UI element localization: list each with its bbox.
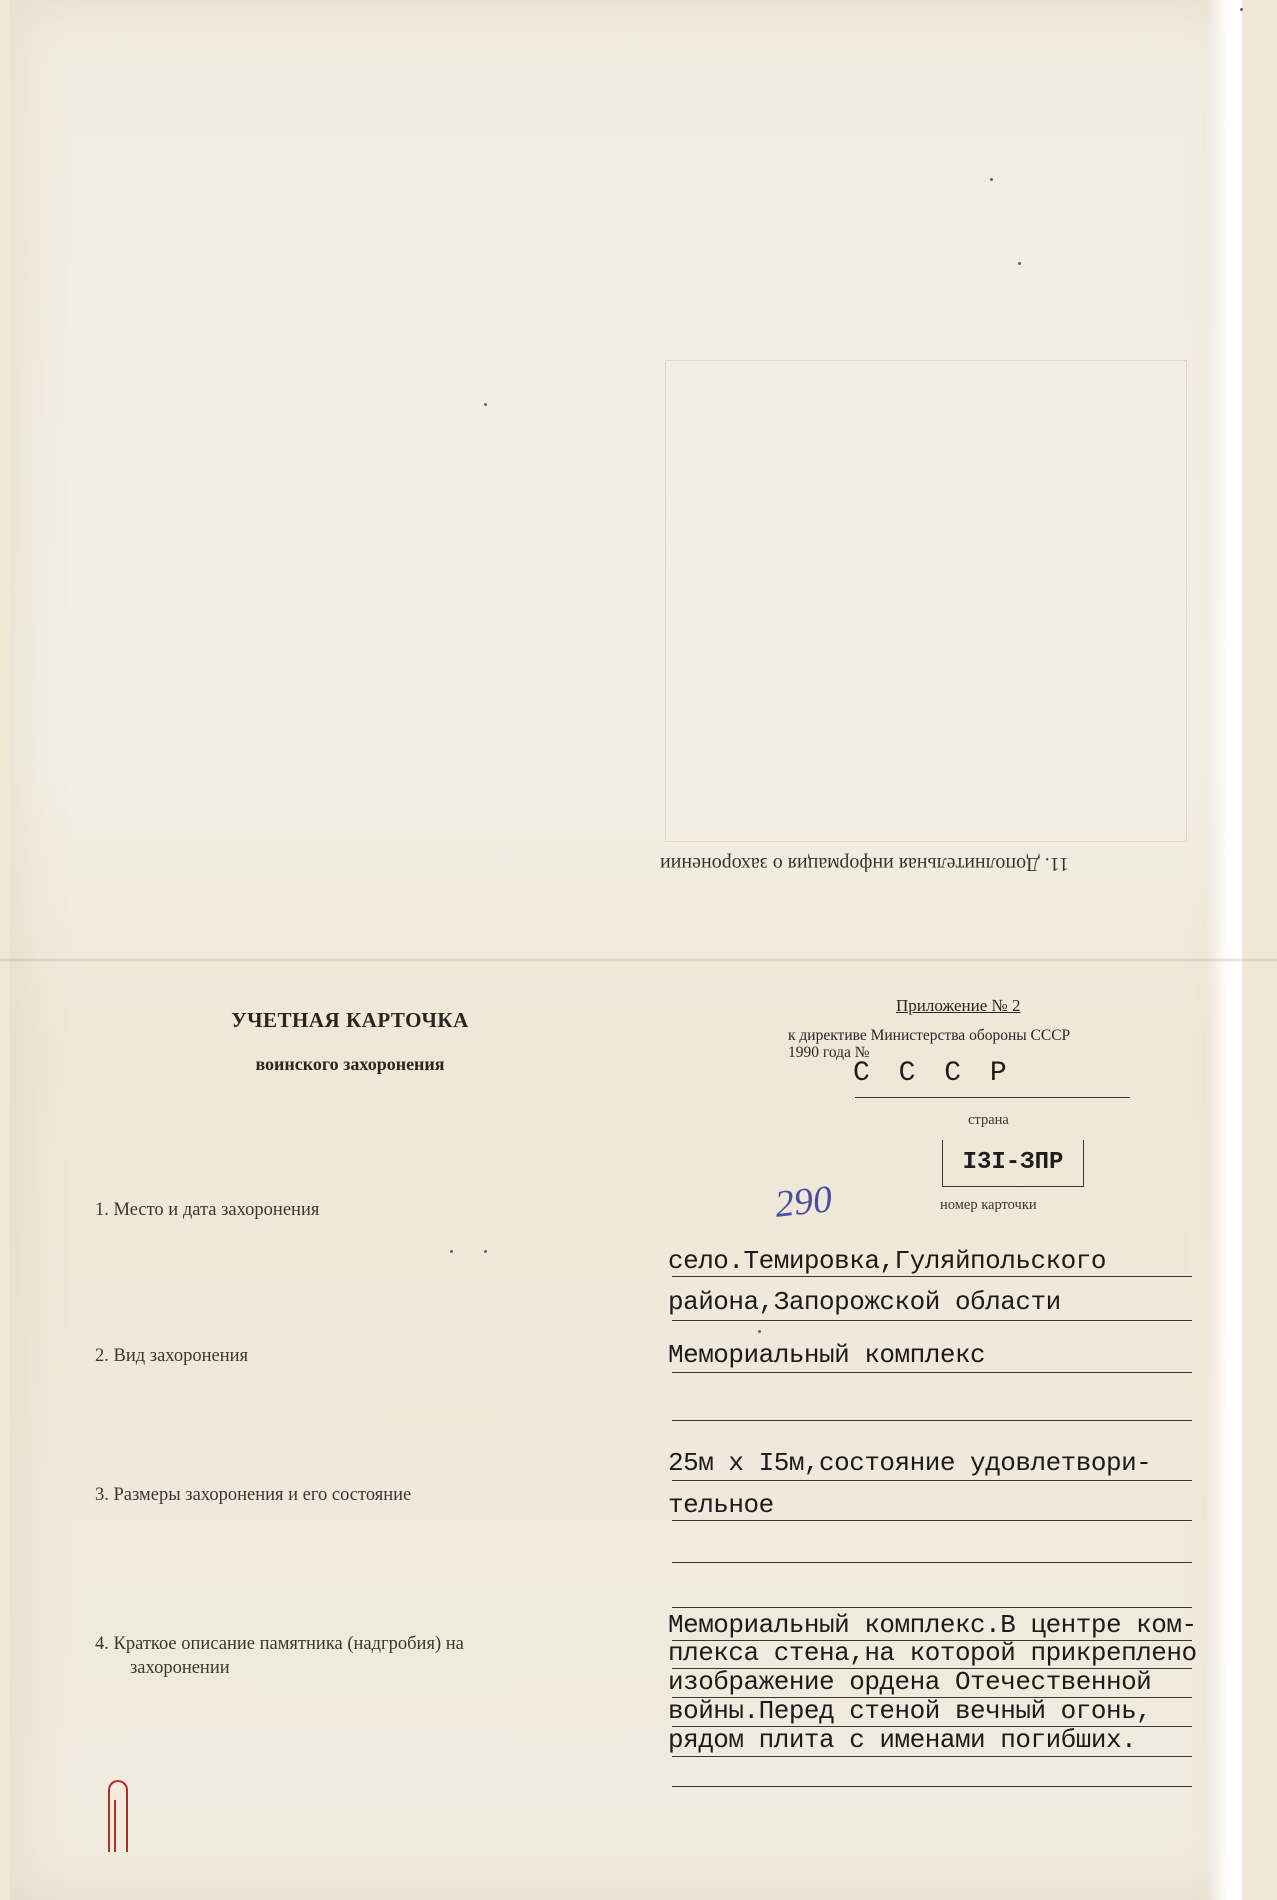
- place-label: 1. Место и дата захоронения: [95, 1200, 320, 1220]
- directive-line-2: 1990 года №: [788, 1044, 870, 1061]
- desc-line-6: [672, 1786, 1192, 1787]
- speck: [484, 403, 487, 406]
- size-value-2: тельное: [668, 1490, 774, 1520]
- size-line-1: [672, 1480, 1192, 1481]
- appendix-label: Приложение № 2: [896, 996, 1021, 1015]
- speck: [758, 1330, 761, 1333]
- speck: [1240, 8, 1243, 11]
- size-line-4: [672, 1607, 1192, 1608]
- country-label: страна: [968, 1112, 1009, 1128]
- card-number-value: I3I-ЗПР: [962, 1149, 1064, 1176]
- desc-value-2: плекса стена,на которой прикреплено: [668, 1638, 1197, 1668]
- faded-frame: [665, 360, 1187, 842]
- size-label: 3. Размеры захоронения и его состояние: [95, 1485, 412, 1505]
- speck: [450, 1250, 453, 1253]
- page-edge: [1206, 0, 1242, 1900]
- desc-label-1: 4. Краткое описание памятника (надгробия) на: [95, 1634, 464, 1654]
- type-value: Мемориальный комплекс: [668, 1340, 986, 1370]
- type-label: 2. Вид захоронения: [95, 1346, 249, 1366]
- desc-value-1: Мемориальный комплекс.В центре ком-: [668, 1610, 1197, 1640]
- place-value-2: района,Запорожской области: [668, 1287, 1061, 1317]
- country-underline: [855, 1097, 1130, 1098]
- type-line-2: [672, 1420, 1192, 1421]
- card-number-label: номер карточки: [940, 1197, 1037, 1213]
- place-line-1: [672, 1276, 1192, 1277]
- desc-line-5: [672, 1756, 1192, 1757]
- speck: [990, 178, 993, 181]
- size-line-2: [672, 1520, 1192, 1521]
- handwritten-number: 290: [772, 1178, 835, 1226]
- fold-line: [0, 958, 1277, 962]
- size-line-3: [672, 1562, 1192, 1563]
- place-line-2: [672, 1320, 1192, 1321]
- desc-label-2: захоронении: [130, 1658, 230, 1678]
- card-subtitle: воинского захоронения: [255, 1054, 445, 1074]
- speck: [484, 1250, 487, 1253]
- speck: [1018, 262, 1021, 265]
- desc-value-3: изображение ордена Отечественной: [668, 1667, 1152, 1697]
- desc-value-4: войны.Перед стеной вечный огонь,: [668, 1696, 1152, 1726]
- paper-clip-inner: [114, 1800, 120, 1852]
- desc-value-5: рядом плита с именами погибших.: [668, 1725, 1137, 1755]
- type-line-1: [672, 1372, 1192, 1373]
- place-value-1: село.Темировка,Гуляйпольского: [668, 1246, 1106, 1276]
- card-title: УЧЕТНАЯ КАРТОЧКА: [231, 1008, 469, 1032]
- directive-line-1: к директиве Министерства обороны СССР: [788, 1027, 1071, 1044]
- country-value: С С С Р: [853, 1058, 1013, 1089]
- upside-down-heading: 11. Дополнительная информация о захоронении: [660, 853, 1069, 875]
- card-number-box: [942, 1140, 1084, 1187]
- size-value-1: 25м х I5м,состояние удовлетвори-: [668, 1448, 1152, 1478]
